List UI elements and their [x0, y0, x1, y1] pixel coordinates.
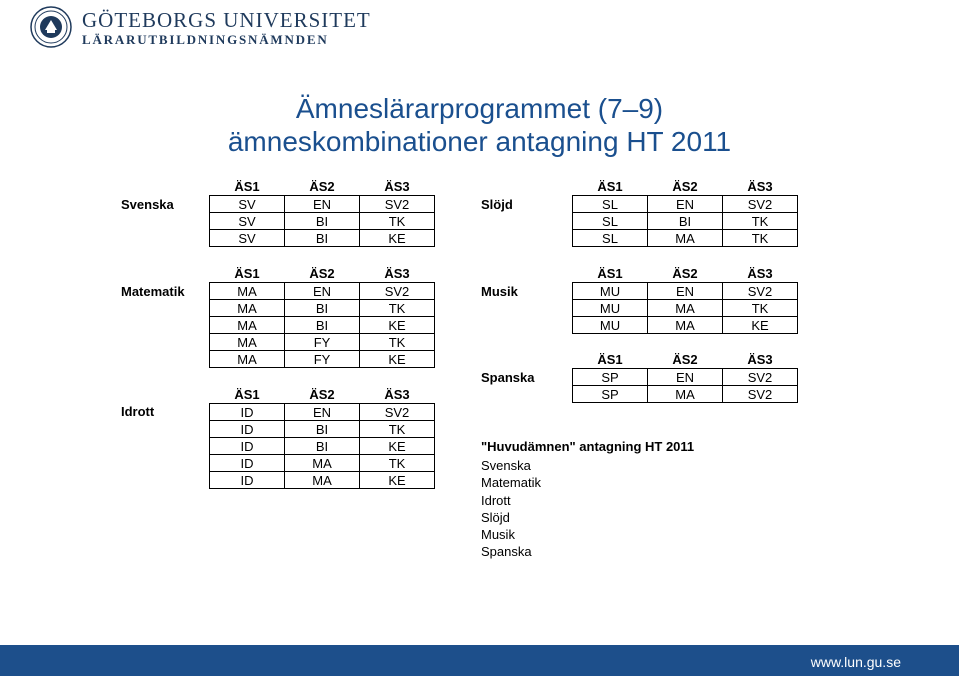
table-cell: BI: [285, 438, 360, 455]
title-line-1: Ämneslärarprogrammet (7–9): [295, 93, 664, 124]
table-cell: MA: [210, 334, 285, 351]
table-cell: KE: [360, 317, 435, 334]
list-item: Matematik: [481, 475, 541, 491]
table-cell: SV: [210, 230, 285, 247]
column-header: ÄS1: [234, 179, 260, 194]
table-cell: ID: [210, 472, 285, 489]
table-cell: KE: [360, 230, 435, 247]
table-row: [573, 386, 798, 403]
table-cell: TK: [360, 334, 435, 351]
table-header-row: [210, 386, 435, 404]
table-row: [573, 317, 798, 334]
university-name: GÖTEBORGS UNIVERSITET: [82, 8, 371, 32]
column-header: ÄS3: [384, 266, 410, 281]
table-row: [210, 421, 435, 438]
column-header: ÄS1: [234, 387, 260, 402]
column-header: ÄS1: [597, 266, 623, 281]
column-header: ÄS2: [672, 352, 698, 367]
table-cell: TK: [360, 213, 435, 230]
table-header-row: [573, 351, 798, 369]
table-cell: MA: [210, 351, 285, 368]
table-header-row: [210, 265, 435, 283]
table-cell: MA: [285, 455, 360, 472]
table-header-row: [573, 178, 798, 196]
table-cell: MA: [210, 317, 285, 334]
table-cell: ID: [210, 404, 285, 421]
column-header: ÄS2: [672, 179, 698, 194]
table-cell: SV2: [360, 196, 435, 213]
column-header: ÄS3: [747, 352, 773, 367]
table-cell: EN: [285, 196, 360, 213]
table-cell: EN: [285, 404, 360, 421]
table-cell: EN: [648, 369, 723, 386]
university-seal-icon: [30, 6, 72, 48]
table-cell: MA: [648, 300, 723, 317]
table-header-row: [573, 265, 798, 283]
table-cell: SP: [573, 369, 648, 386]
table-cell: BI: [285, 300, 360, 317]
table-row: [210, 283, 435, 300]
table-cell: MU: [573, 317, 648, 334]
main-subjects-list: [481, 457, 541, 561]
table-row: [210, 438, 435, 455]
table-idrott: [209, 386, 435, 489]
table-cell: SV2: [723, 386, 798, 403]
title-line-2: ämneskombinationer antagning HT 2011: [227, 126, 732, 157]
table-musik: [572, 265, 798, 334]
table-cell: MA: [648, 386, 723, 403]
table-spanska: [572, 351, 798, 403]
column-header: ÄS2: [672, 266, 698, 281]
column-header: ÄS3: [747, 266, 773, 281]
table-row: [210, 213, 435, 230]
table-cell: BI: [285, 213, 360, 230]
table-row: [573, 213, 798, 230]
table-cell: KE: [360, 438, 435, 455]
table-cell: FY: [285, 334, 360, 351]
table-cell: MU: [573, 283, 648, 300]
list-item: Slöjd: [481, 509, 510, 525]
table-cell: BI: [648, 213, 723, 230]
table-row: [573, 283, 798, 300]
main-subjects-title: "Huvudämnen" antagning HT 2011: [481, 439, 695, 454]
table-cell: TK: [723, 213, 798, 230]
table-cell: TK: [360, 421, 435, 438]
table-cell: EN: [648, 283, 723, 300]
table-row: [210, 455, 435, 472]
table-cell: TK: [360, 300, 435, 317]
column-header: ÄS3: [384, 179, 410, 194]
table-cell: SL: [573, 213, 648, 230]
table-cell: SL: [573, 230, 648, 247]
table-row: [210, 334, 435, 351]
page-title: [0, 92, 959, 158]
table-cell: BI: [285, 317, 360, 334]
table-row: [573, 230, 798, 247]
footer-bar: [0, 645, 959, 676]
list-item: Musik: [481, 527, 515, 543]
table-cell: KE: [360, 351, 435, 368]
table-cell: ID: [210, 455, 285, 472]
group-label-matematik: Matematik: [121, 284, 185, 299]
table-cell: MA: [648, 317, 723, 334]
table-row: [210, 317, 435, 334]
group-label-slojd: Slöjd: [481, 197, 513, 212]
table-header-row: [210, 178, 435, 196]
column-header: ÄS2: [309, 387, 335, 402]
list-item: Svenska: [481, 458, 531, 473]
table-row: [210, 300, 435, 317]
table-cell: SV: [210, 196, 285, 213]
footer-url-link[interactable]: www.lun.gu.se: [810, 654, 901, 670]
group-label-musik: Musik: [481, 284, 518, 299]
table-cell: SV: [210, 213, 285, 230]
column-header: ÄS1: [234, 266, 260, 281]
column-header: ÄS3: [747, 179, 773, 194]
table-row: [210, 404, 435, 421]
column-header: ÄS1: [597, 352, 623, 367]
column-header: ÄS3: [384, 387, 410, 402]
table-cell: TK: [723, 230, 798, 247]
group-label-svenska: Svenska: [121, 197, 174, 212]
list-item: Spanska: [481, 544, 532, 560]
table-cell: KE: [723, 317, 798, 334]
table-cell: SV2: [723, 283, 798, 300]
table-cell: SP: [573, 386, 648, 403]
group-label-idrott: Idrott: [121, 404, 155, 419]
table-cell: SV2: [360, 404, 435, 421]
table-cell: TK: [360, 455, 435, 472]
table-cell: KE: [360, 472, 435, 489]
table-cell: MA: [210, 283, 285, 300]
table-row: [573, 369, 798, 386]
table-row: [210, 196, 435, 213]
table-cell: SV2: [723, 369, 798, 386]
table-slojd: [572, 178, 798, 247]
table-cell: ID: [210, 421, 285, 438]
table-cell: SV2: [723, 196, 798, 213]
table-cell: BI: [285, 230, 360, 247]
table-cell: EN: [285, 283, 360, 300]
table-cell: ID: [210, 438, 285, 455]
column-header: ÄS1: [597, 179, 623, 194]
column-header: ÄS2: [309, 266, 335, 281]
table-row: [573, 300, 798, 317]
table-row: [573, 196, 798, 213]
faculty-name: LÄRARUTBILDNINGSNÄMNDEN: [82, 32, 329, 47]
table-matematik: [209, 265, 435, 368]
table-svenska: [209, 178, 435, 247]
table-row: [210, 472, 435, 489]
table-cell: SL: [573, 196, 648, 213]
table-cell: EN: [648, 196, 723, 213]
header: [30, 6, 371, 50]
table-cell: MA: [210, 300, 285, 317]
group-label-spanska: Spanska: [481, 370, 535, 385]
table-cell: BI: [285, 421, 360, 438]
column-header: ÄS2: [309, 179, 335, 194]
table-cell: MA: [285, 472, 360, 489]
table-cell: SV2: [360, 283, 435, 300]
table-row: [210, 351, 435, 368]
table-cell: FY: [285, 351, 360, 368]
table-row: [210, 230, 435, 247]
table-cell: MA: [648, 230, 723, 247]
table-cell: TK: [723, 300, 798, 317]
table-cell: MU: [573, 300, 648, 317]
list-item: Idrott: [481, 492, 511, 508]
